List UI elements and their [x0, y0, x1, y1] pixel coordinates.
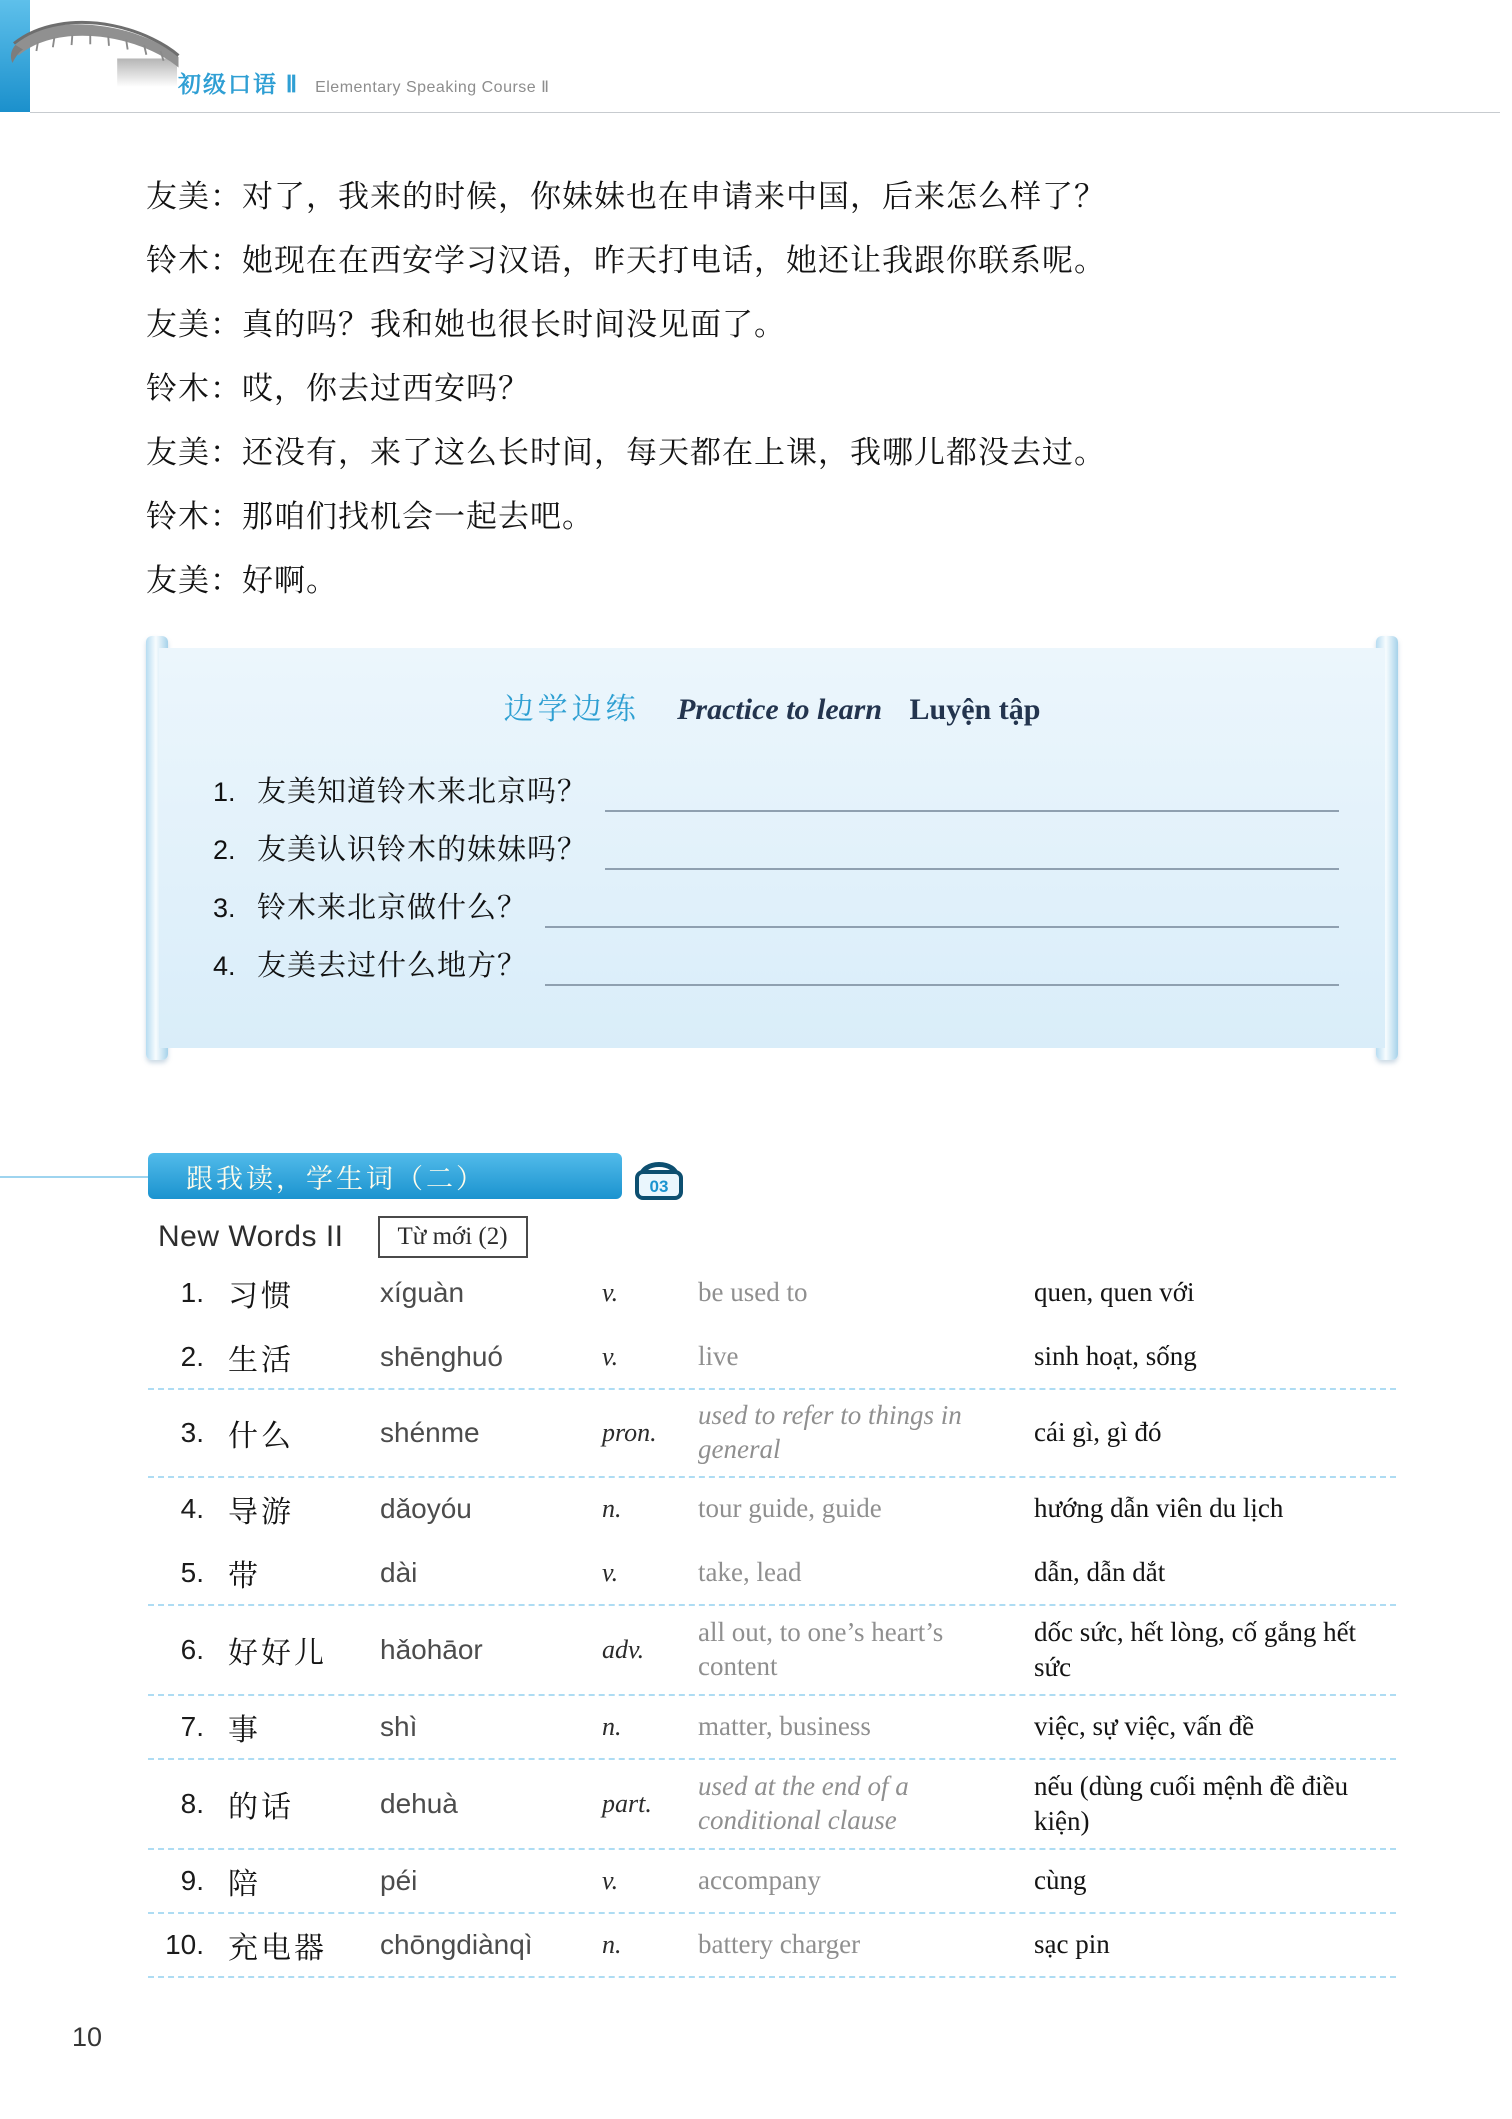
dialogue-section [146, 165, 1406, 613]
vocab-hanzi: 什么 [228, 1419, 294, 1453]
vocab-vietnamese-gloss: cái gì, gì đó [1034, 1417, 1162, 1448]
practice-title-vietnamese: Luyện tập [909, 693, 1041, 726]
vocab-hanzi: 陪 [228, 1867, 261, 1901]
practice-question [213, 754, 1339, 812]
practice-question [213, 928, 1339, 986]
dialogue-line: 友美：还没有，来了这么长时间，每天都在上课，我哪儿都没去过。 [146, 435, 1106, 470]
vocab-english-gloss: matter, business [698, 1710, 871, 1741]
new-words-banner [148, 1153, 622, 1199]
vocab-pinyin: shénme [380, 1416, 480, 1448]
vocab-vietnamese-gloss: quen, quen với [1034, 1277, 1195, 1308]
vocab-part-of-speech: pron. [602, 1417, 657, 1447]
vocab-row [148, 1696, 1396, 1760]
new-words-heading-vietnamese: Từ mới (2) [378, 1216, 528, 1258]
vocab-row [148, 1850, 1396, 1914]
vocab-vietnamese-gloss: hướng dẫn viên du lịch [1034, 1492, 1284, 1523]
roof-eave-image [8, 2, 180, 100]
audio-track-number: 03 [649, 1177, 669, 1196]
vocab-pinyin: dài [380, 1556, 418, 1588]
vocab-pinyin: hǎohāor [380, 1633, 483, 1665]
practice-title-english: Practice to learn [677, 693, 883, 726]
course-title-chinese: 初级口语 Ⅱ [178, 72, 300, 97]
vocab-part-of-speech: adv. [602, 1634, 645, 1664]
vocab-english-gloss: live [698, 1341, 739, 1372]
practice-panel [146, 636, 1398, 1060]
vocab-number: 6. [180, 1633, 204, 1665]
vocab-number: 1. [180, 1277, 204, 1308]
vocab-english-gloss: take, lead [698, 1556, 802, 1587]
vocab-pinyin: xíguàn [380, 1277, 465, 1308]
practice-question-list [159, 754, 1385, 986]
course-title-english: Elementary Speaking Course Ⅱ [315, 79, 550, 96]
vocab-vietnamese-gloss: sinh hoạt, sống [1034, 1341, 1197, 1372]
vocab-part-of-speech: n. [602, 1493, 622, 1523]
page-number: 10 [72, 2022, 103, 2052]
vocab-number: 4. [180, 1492, 204, 1524]
dialogue-line: 铃木：她现在在西安学习汉语，昨天打电话，她还让我跟你联系呢。 [146, 243, 1106, 278]
vocab-table [148, 1262, 1396, 1978]
dialogue-line: 友美：对了，我来的时候，你妹妹也在申请来中国，后来怎么样了？ [146, 179, 1106, 214]
question-text: 友美知道铃木来北京吗？ [257, 776, 588, 808]
vocab-english-gloss: be used to [698, 1277, 808, 1308]
question-number: 1. [213, 777, 236, 807]
header-divider [30, 112, 1500, 113]
practice-title [159, 684, 1385, 728]
vocab-number: 5. [180, 1556, 204, 1588]
vocab-row [148, 1390, 1396, 1478]
vocab-vietnamese-gloss: việc, sự việc, vấn đề [1034, 1711, 1255, 1742]
vocab-vietnamese-gloss: sạc pin [1034, 1929, 1110, 1960]
vocab-row [148, 1914, 1396, 1978]
vocab-row [148, 1326, 1396, 1390]
new-words-banner-text: 跟我读，学生词（二） [186, 1163, 486, 1194]
vocab-pinyin: péi [380, 1864, 418, 1896]
vocab-pinyin: shēnghuó [380, 1341, 504, 1372]
vocab-english-gloss: battery charger [698, 1929, 861, 1959]
answer-blank-line [605, 828, 1339, 870]
question-number: 4. [213, 951, 236, 981]
vocab-pinyin: chōngdiànqì [380, 1928, 533, 1960]
practice-box [159, 648, 1385, 1048]
vocab-english-gloss: used to refer to things in general [698, 1400, 962, 1464]
vocab-hanzi: 好好儿 [228, 1636, 327, 1670]
dialogue-line: 铃木：那咱们找机会一起去吧。 [146, 499, 594, 534]
question-text: 铃木来北京做什么？ [257, 892, 528, 924]
vocab-part-of-speech: v. [602, 1278, 619, 1307]
vocab-english-gloss: accompany [698, 1865, 821, 1895]
question-number: 3. [213, 893, 236, 923]
vocab-row [148, 1262, 1396, 1326]
vocab-row [148, 1478, 1396, 1542]
vocab-pinyin: dehuà [380, 1787, 458, 1819]
vocab-english-gloss: used at the end of a conditional clause [698, 1771, 909, 1835]
answer-blank-line [545, 886, 1339, 928]
vocab-part-of-speech: n. [602, 1711, 622, 1741]
vocab-vietnamese-gloss: dốc sức, hết lòng, cố gắng hết sức [1034, 1616, 1357, 1682]
vocab-vietnamese-gloss: nếu (dùng cuối mệnh đề điều kiện) [1034, 1770, 1349, 1836]
vocab-hanzi: 充电器 [228, 1931, 327, 1965]
vocab-number: 8. [180, 1787, 204, 1819]
dialogue-line: 友美：好啊。 [146, 563, 338, 598]
vocab-number: 2. [180, 1341, 204, 1372]
vocab-english-gloss: all out, to one’s heart’s content [698, 1616, 944, 1681]
dialogue-line: 友美：真的吗？我和她也很长时间没见面了。 [146, 307, 786, 342]
question-number: 2. [213, 835, 236, 865]
vocab-number: 3. [180, 1416, 204, 1448]
practice-title-chinese: 边学边练 [503, 693, 640, 726]
vocab-vietnamese-gloss: dẫn, dẫn dắt [1034, 1556, 1166, 1587]
new-words-heading-english: New Words II [158, 1220, 344, 1253]
practice-question [213, 870, 1339, 928]
vocab-vietnamese-gloss: cùng [1034, 1865, 1087, 1896]
question-text: 友美认识铃木的妹妹吗？ [257, 834, 588, 866]
vocab-pinyin: dǎoyóu [380, 1492, 472, 1524]
vocab-number: 10. [165, 1928, 204, 1960]
vocab-part-of-speech: part. [602, 1788, 652, 1818]
vocab-hanzi: 带 [228, 1559, 261, 1593]
question-text: 友美去过什么地方？ [257, 950, 528, 982]
vocab-pinyin: shì [380, 1710, 418, 1742]
vocab-row [148, 1606, 1396, 1696]
answer-blank-line [545, 944, 1339, 986]
vocab-number: 7. [180, 1710, 204, 1742]
vocab-hanzi: 导游 [228, 1495, 294, 1529]
audio-track-icon [630, 1150, 688, 1202]
banner-leader-line [0, 1176, 148, 1178]
vocab-row [148, 1760, 1396, 1850]
vocab-part-of-speech: n. [602, 1929, 622, 1959]
vocab-number: 9. [180, 1864, 204, 1896]
header-title [178, 66, 550, 99]
vocab-english-gloss: tour guide, guide [698, 1492, 882, 1523]
vocab-hanzi: 生活 [228, 1344, 294, 1377]
practice-question [213, 812, 1339, 870]
vocab-part-of-speech: v. [602, 1557, 619, 1587]
vocab-part-of-speech: v. [602, 1865, 619, 1895]
vocab-part-of-speech: v. [602, 1342, 619, 1371]
new-words-heading [158, 1216, 528, 1258]
answer-blank-line [605, 770, 1339, 812]
vocab-hanzi: 的话 [228, 1790, 294, 1824]
dialogue-line: 铃木：哎，你去过西安吗？ [146, 371, 530, 406]
vocab-hanzi: 事 [228, 1713, 261, 1747]
vocab-row [148, 1542, 1396, 1606]
vocab-hanzi: 习惯 [228, 1280, 294, 1313]
